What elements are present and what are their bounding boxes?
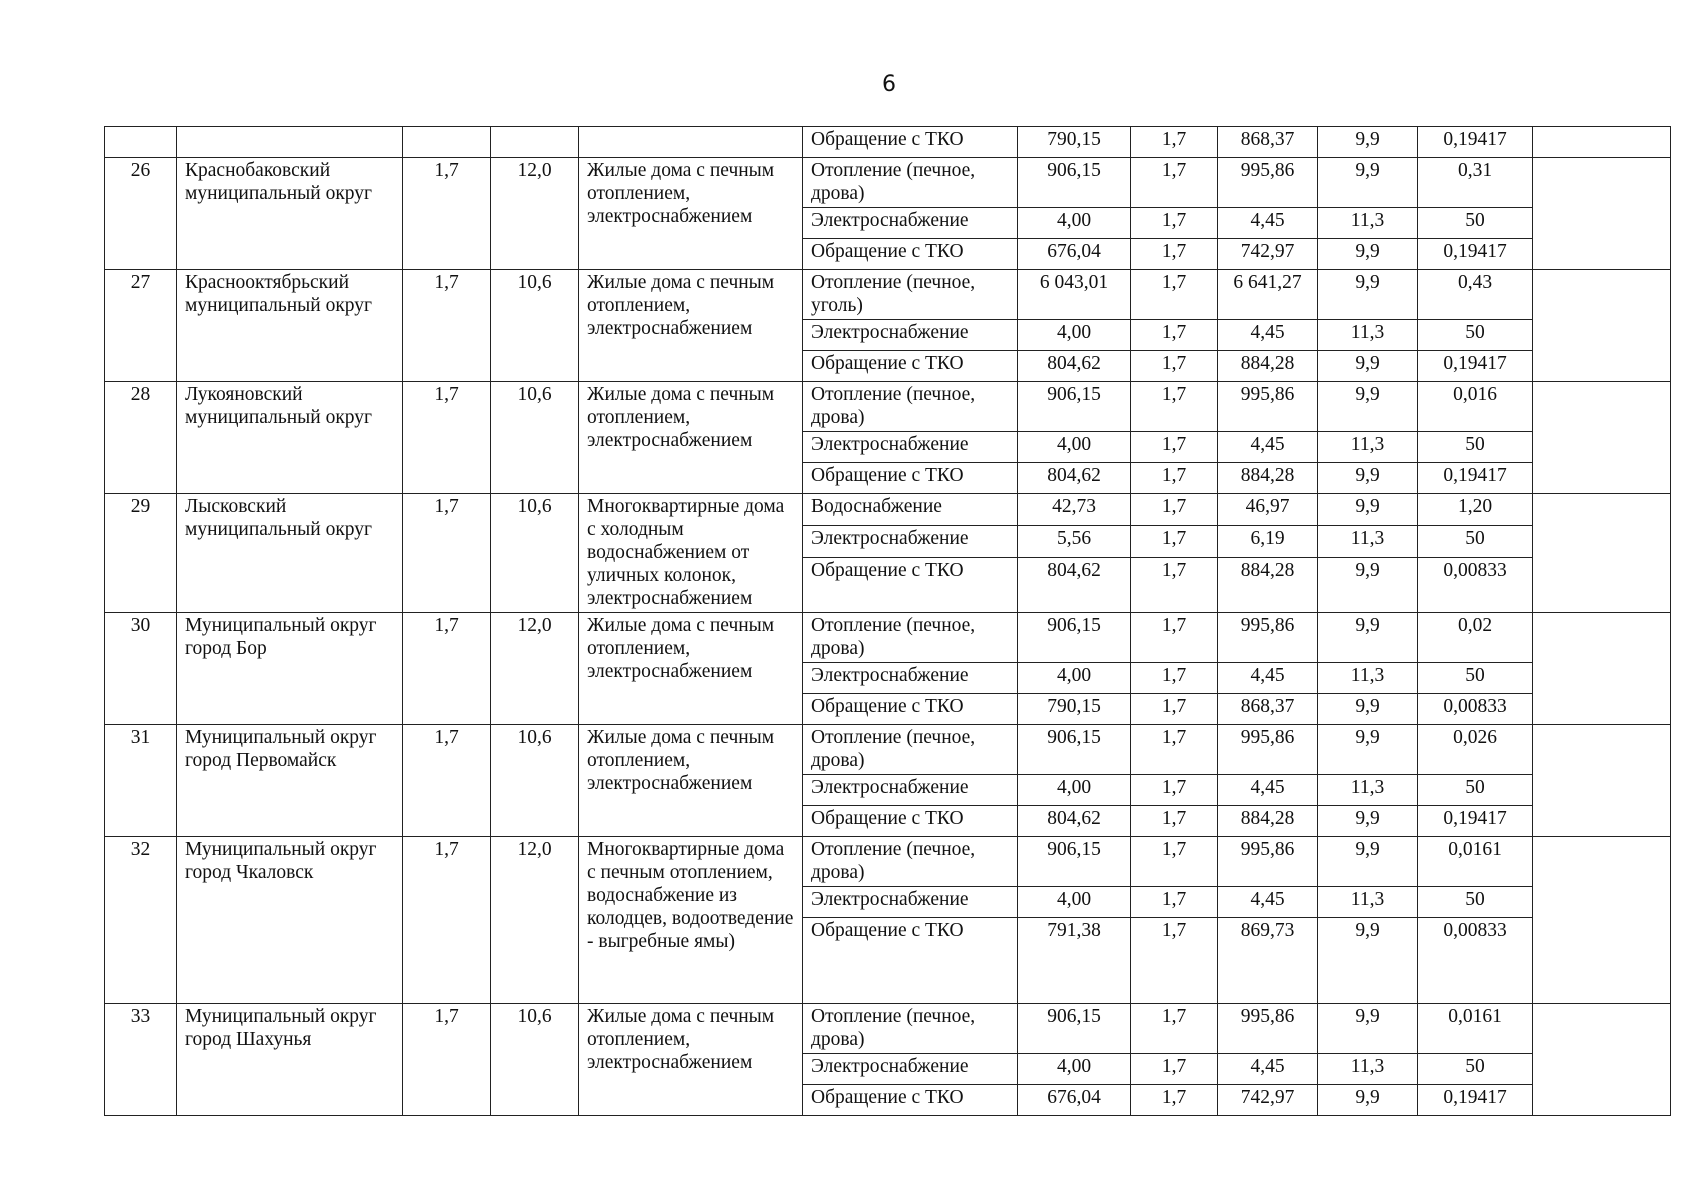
coefficient-cell: [491, 127, 579, 158]
service-value: 906,15: [1018, 158, 1131, 208]
service-value: 50: [1418, 525, 1533, 557]
service-value: 1,7: [1131, 837, 1218, 887]
service-value: 4,45: [1218, 663, 1318, 694]
service-value: 4,00: [1018, 1054, 1131, 1085]
service-value: 906,15: [1018, 613, 1131, 663]
service-value: 0,0161: [1418, 837, 1533, 887]
coefficient-value: 1,7: [403, 494, 491, 613]
service-value: 0,00833: [1418, 918, 1533, 1004]
service-value: 884,28: [1218, 463, 1318, 494]
empty-cell: [1533, 725, 1671, 837]
empty-cell: [1533, 1004, 1671, 1116]
service-value: 0,0161: [1418, 1004, 1533, 1054]
coefficient-value: 1,7: [403, 725, 491, 837]
service-value: 804,62: [1018, 557, 1131, 612]
service-value: 50: [1418, 208, 1533, 239]
service-value: 1,7: [1131, 270, 1218, 320]
service-value: 9,9: [1318, 694, 1418, 725]
service-value: 4,45: [1218, 1054, 1318, 1085]
service-name: Электроснабжение: [803, 887, 1018, 918]
service-name: Водоснабжение: [803, 494, 1018, 526]
empty-cell: [1533, 270, 1671, 382]
service-value: 995,86: [1218, 382, 1318, 432]
service-value: 906,15: [1018, 382, 1131, 432]
table-row: [105, 1004, 1671, 1054]
service-value: 0,43: [1418, 270, 1533, 320]
service-value: 4,00: [1018, 320, 1131, 351]
service-value: 9,9: [1318, 239, 1418, 270]
table-row: [105, 127, 1671, 158]
service-name: Электроснабжение: [803, 1054, 1018, 1085]
municipality-name: Краснооктябрьский муниципальный округ: [177, 270, 403, 382]
service-value: 1,7: [1131, 1054, 1218, 1085]
service-value: 4,00: [1018, 775, 1131, 806]
service-value: 4,00: [1018, 663, 1131, 694]
coefficient-value: 10,6: [491, 270, 579, 382]
service-name: Отопление (печное, дрова): [803, 725, 1018, 775]
service-value: 50: [1418, 775, 1533, 806]
row-number: 30: [105, 613, 177, 725]
service-name: Отопление (печное, уголь): [803, 270, 1018, 320]
service-value: 1,7: [1131, 351, 1218, 382]
service-value: 50: [1418, 663, 1533, 694]
service-value: 0,19417: [1418, 239, 1533, 270]
municipality-name: Лукояновский муниципальный округ: [177, 382, 403, 494]
row-number: 31: [105, 725, 177, 837]
service-value: 0,02: [1418, 613, 1533, 663]
housing-type: Жилые дома с печным отоплением, электроснабжением: [579, 158, 803, 270]
service-value: 1,7: [1131, 613, 1218, 663]
service-value: 884,28: [1218, 557, 1318, 612]
service-value: 676,04: [1018, 1085, 1131, 1116]
service-value: 791,38: [1018, 918, 1131, 1004]
service-name: Электроснабжение: [803, 208, 1018, 239]
service-value: 9,9: [1318, 158, 1418, 208]
service-name: Обращение с ТКО: [803, 127, 1018, 158]
service-value: 868,37: [1218, 127, 1318, 158]
service-value: 11,3: [1318, 320, 1418, 351]
service-value: 804,62: [1018, 806, 1131, 837]
coefficient-value: 10,6: [491, 725, 579, 837]
empty-cell: [1533, 837, 1671, 1004]
service-value: 1,20: [1418, 494, 1533, 526]
housing-type-cell: [579, 127, 803, 158]
service-value: 0,19417: [1418, 351, 1533, 382]
service-value: 995,86: [1218, 725, 1318, 775]
service-value: 0,016: [1418, 382, 1533, 432]
empty-cell: [1533, 158, 1671, 270]
service-value: 11,3: [1318, 208, 1418, 239]
service-value: 0,19417: [1418, 806, 1533, 837]
row-number: 32: [105, 837, 177, 1004]
service-value: 1,7: [1131, 1085, 1218, 1116]
table-row: [105, 837, 1671, 887]
service-value: 1,7: [1131, 463, 1218, 494]
coefficient-value: 10,6: [491, 382, 579, 494]
service-value: 9,9: [1318, 494, 1418, 526]
service-value: 4,45: [1218, 320, 1318, 351]
coefficient-value: 1,7: [403, 158, 491, 270]
empty-cell: [1533, 382, 1671, 494]
coefficient-value: 12,0: [491, 613, 579, 725]
service-value: 0,19417: [1418, 463, 1533, 494]
service-value: 1,7: [1131, 320, 1218, 351]
service-name: Электроснабжение: [803, 320, 1018, 351]
coefficient-value: 1,7: [403, 382, 491, 494]
service-value: 9,9: [1318, 918, 1418, 1004]
municipality-name: Муниципальный округ город Бор: [177, 613, 403, 725]
service-value: 995,86: [1218, 837, 1318, 887]
service-value: 11,3: [1318, 663, 1418, 694]
service-value: 9,9: [1318, 557, 1418, 612]
table-row: [105, 270, 1671, 320]
service-name: Обращение с ТКО: [803, 694, 1018, 725]
service-value: 0,026: [1418, 725, 1533, 775]
service-name: Обращение с ТКО: [803, 463, 1018, 494]
service-value: 9,9: [1318, 725, 1418, 775]
coefficient-cell: [403, 127, 491, 158]
service-value: 1,7: [1131, 918, 1218, 1004]
service-value: 906,15: [1018, 837, 1131, 887]
service-name: Обращение с ТКО: [803, 239, 1018, 270]
row-number-cell: [105, 127, 177, 158]
service-value: 1,7: [1131, 725, 1218, 775]
service-value: 790,15: [1018, 694, 1131, 725]
service-value: 9,9: [1318, 1085, 1418, 1116]
page-number: 6: [882, 72, 896, 97]
coefficient-value: 12,0: [491, 158, 579, 270]
table-row: [105, 725, 1671, 775]
service-value: 9,9: [1318, 1004, 1418, 1054]
service-value: 0,00833: [1418, 694, 1533, 725]
service-name: Отопление (печное, дрова): [803, 382, 1018, 432]
service-value: 11,3: [1318, 1054, 1418, 1085]
municipality-name: Муниципальный округ город Шахунья: [177, 1004, 403, 1116]
row-number: 29: [105, 494, 177, 613]
coefficient-value: 1,7: [403, 270, 491, 382]
coefficient-value: 1,7: [403, 613, 491, 725]
service-value: 884,28: [1218, 806, 1318, 837]
housing-type: Жилые дома с печным отоплением, электроснабжением: [579, 613, 803, 725]
service-value: 995,86: [1218, 158, 1318, 208]
service-value: 4,00: [1018, 208, 1131, 239]
service-name: Обращение с ТКО: [803, 918, 1018, 1004]
service-value: 804,62: [1018, 463, 1131, 494]
service-value: 42,73: [1018, 494, 1131, 526]
service-value: 1,7: [1131, 806, 1218, 837]
row-number: 27: [105, 270, 177, 382]
service-name: Электроснабжение: [803, 525, 1018, 557]
service-value: 906,15: [1018, 1004, 1131, 1054]
service-value: 995,86: [1218, 613, 1318, 663]
service-value: 50: [1418, 432, 1533, 463]
service-value: 1,7: [1131, 382, 1218, 432]
empty-cell: [1533, 127, 1671, 158]
service-value: 4,00: [1018, 887, 1131, 918]
tariff-table: [104, 126, 1671, 1116]
service-value: 0,19417: [1418, 127, 1533, 158]
service-value: 868,37: [1218, 694, 1318, 725]
service-value: 1,7: [1131, 525, 1218, 557]
housing-type: Многоквартирные дома с печным отоплением, водоснабжение из колодцев, водоотведение - выгребные ямы): [579, 837, 803, 1004]
service-name: Обращение с ТКО: [803, 806, 1018, 837]
service-name: Отопление (печное, дрова): [803, 158, 1018, 208]
service-name: Электроснабжение: [803, 663, 1018, 694]
table-row: [105, 158, 1671, 208]
service-value: 9,9: [1318, 463, 1418, 494]
service-value: 742,97: [1218, 239, 1318, 270]
municipality-name: Краснобаковский муниципальный округ: [177, 158, 403, 270]
service-value: 884,28: [1218, 351, 1318, 382]
municipality-cell: [177, 127, 403, 158]
coefficient-value: 1,7: [403, 837, 491, 1004]
service-name: Обращение с ТКО: [803, 351, 1018, 382]
service-value: 4,45: [1218, 432, 1318, 463]
table-row: [105, 613, 1671, 663]
service-name: Электроснабжение: [803, 432, 1018, 463]
service-value: 1,7: [1131, 127, 1218, 158]
coefficient-value: 12,0: [491, 837, 579, 1004]
service-value: 1,7: [1131, 208, 1218, 239]
service-name: Обращение с ТКО: [803, 557, 1018, 612]
service-value: 9,9: [1318, 382, 1418, 432]
service-value: 46,97: [1218, 494, 1318, 526]
service-value: 0,31: [1418, 158, 1533, 208]
empty-cell: [1533, 494, 1671, 613]
service-value: 790,15: [1018, 127, 1131, 158]
service-value: 6 641,27: [1218, 270, 1318, 320]
row-number: 33: [105, 1004, 177, 1116]
housing-type: Жилые дома с печным отоплением, электроснабжением: [579, 1004, 803, 1116]
service-value: 1,7: [1131, 663, 1218, 694]
service-value: 1,7: [1131, 494, 1218, 526]
service-value: 50: [1418, 320, 1533, 351]
table-row: [105, 382, 1671, 432]
service-value: 0,00833: [1418, 557, 1533, 612]
housing-type: Многоквартирные дома с холодным водоснабжением от уличных колонок, электроснабжением: [579, 494, 803, 613]
service-value: 4,45: [1218, 775, 1318, 806]
service-value: 742,97: [1218, 1085, 1318, 1116]
service-value: 5,56: [1018, 525, 1131, 557]
service-value: 6 043,01: [1018, 270, 1131, 320]
service-value: 9,9: [1318, 806, 1418, 837]
municipality-name: Муниципальный округ город Чкаловск: [177, 837, 403, 1004]
service-name: Отопление (печное, дрова): [803, 837, 1018, 887]
municipality-name: Лысковский муниципальный округ: [177, 494, 403, 613]
service-value: 9,9: [1318, 127, 1418, 158]
service-value: 1,7: [1131, 557, 1218, 612]
service-value: 906,15: [1018, 725, 1131, 775]
service-value: 4,45: [1218, 887, 1318, 918]
service-value: 9,9: [1318, 837, 1418, 887]
service-value: 9,9: [1318, 351, 1418, 382]
service-value: 50: [1418, 1054, 1533, 1085]
service-value: 9,9: [1318, 613, 1418, 663]
service-value: 1,7: [1131, 158, 1218, 208]
coefficient-value: 10,6: [491, 494, 579, 613]
service-value: 11,3: [1318, 887, 1418, 918]
housing-type: Жилые дома с печным отоплением, электроснабжением: [579, 270, 803, 382]
service-name: Обращение с ТКО: [803, 1085, 1018, 1116]
service-value: 4,45: [1218, 208, 1318, 239]
service-value: 4,00: [1018, 432, 1131, 463]
service-value: 1,7: [1131, 694, 1218, 725]
service-value: 0,19417: [1418, 1085, 1533, 1116]
service-value: 9,9: [1318, 270, 1418, 320]
service-name: Электроснабжение: [803, 775, 1018, 806]
service-value: 1,7: [1131, 1004, 1218, 1054]
service-value: 869,73: [1218, 918, 1318, 1004]
service-name: Отопление (печное, дрова): [803, 613, 1018, 663]
table-row: [105, 494, 1671, 526]
row-number: 28: [105, 382, 177, 494]
service-value: 1,7: [1131, 239, 1218, 270]
service-value: 804,62: [1018, 351, 1131, 382]
service-value: 11,3: [1318, 525, 1418, 557]
service-value: 1,7: [1131, 432, 1218, 463]
service-value: 1,7: [1131, 775, 1218, 806]
municipality-name: Муниципальный округ город Первомайск: [177, 725, 403, 837]
coefficient-value: 10,6: [491, 1004, 579, 1116]
service-value: 50: [1418, 887, 1533, 918]
coefficient-value: 1,7: [403, 1004, 491, 1116]
service-value: 11,3: [1318, 432, 1418, 463]
empty-cell: [1533, 613, 1671, 725]
service-value: 1,7: [1131, 887, 1218, 918]
service-value: 676,04: [1018, 239, 1131, 270]
service-value: 11,3: [1318, 775, 1418, 806]
service-name: Отопление (печное, дрова): [803, 1004, 1018, 1054]
service-value: 995,86: [1218, 1004, 1318, 1054]
service-value: 6,19: [1218, 525, 1318, 557]
row-number: 26: [105, 158, 177, 270]
housing-type: Жилые дома с печным отоплением, электроснабжением: [579, 725, 803, 837]
housing-type: Жилые дома с печным отоплением, электроснабжением: [579, 382, 803, 494]
